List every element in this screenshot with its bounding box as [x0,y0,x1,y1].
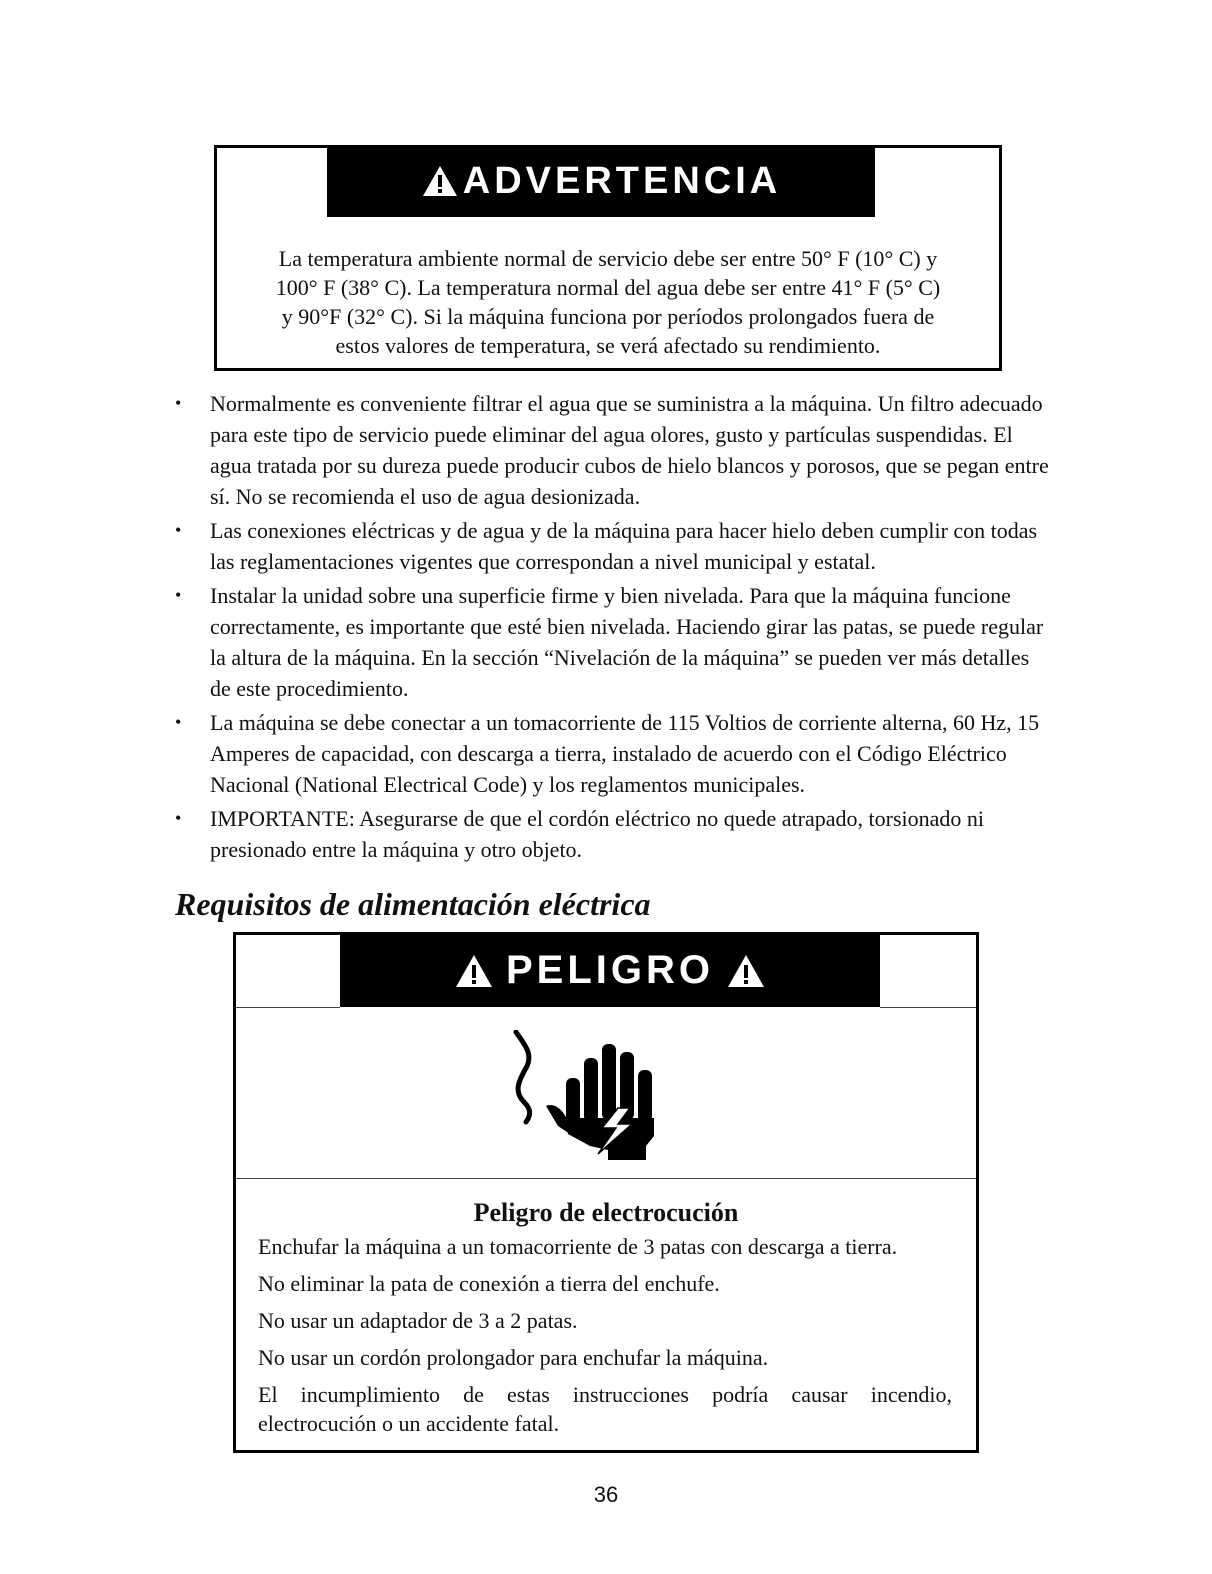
list-item: • Las conexiones eléctricas y de agua y de la máquina para hacer hielo deben cumplir con todas las reglamentaciones vigentes que correspondan a nivel municipal y estatal. [172,515,1052,577]
danger-title: Peligro de electrocución [473,1198,739,1227]
list-item: El incumplimiento de estas instrucciones podría causar incendio, electrocución o un accidente fatal. [258,1382,952,1436]
bullet-icon: • [175,808,182,828]
list-item: No eliminar la pata de conexión a tierra del enchufe. [258,1271,720,1296]
list-item: • La máquina se debe conectar a un tomacorriente de 115 Voltios de corriente alterna, 60 Hz, 15 Amperes de capacidad, con descarga a tierra, instalado de acuerdo con el Código Eléctrico Nacional (National Electrical Code) y los reglamentos municipales. [172,707,1052,800]
danger-header [340,934,880,1007]
section-title: Requisitos de alimentación eléctrica [175,886,651,922]
warning-triangle-icon [454,953,494,989]
list-item: • Instalar la unidad sobre una superficie firme y bien nivelada. Para que la máquina funcione correctamente, es importante que esté bien nivelada. Haciendo girar las patas, se puede regular la altura de la máquina. En la sección “Nivelación de la máquina” se pueden ver más detalles de este procedimiento. [172,580,1052,704]
page-number: 36 [593,1482,619,1507]
bullet-icon: • [175,393,182,413]
warning-text [230,244,986,360]
warning-triangle-icon [726,953,766,989]
danger-heading: PELIGRO [505,948,715,992]
warning-header [327,145,875,217]
bullet-icon: • [175,520,182,540]
list-item: • IMPORTANTE: Asegurarse de que el cordón eléctrico no quede atrapado, torsionado ni presionado entre la máquina y otro objeto. [172,803,1052,865]
list-item: No usar un cordón prolongador para enchufar la máquina. [258,1345,769,1370]
list-item: • Normalmente es conveniente filtrar el agua que se suministra a la máquina. Un filtro adecuado para este tipo de servicio puede eliminar del agua olores, gusto y partículas suspendidas. El agua tratada por su dureza puede producir cubos de hielo blancos y porosos, que se pegan entre sí. No se recomienda el uso de agua desionizada. [172,388,1052,512]
bullet-icon: • [175,712,182,732]
warning-line: y 90°F (32° C). Si la máquina funciona por períodos prolongados fuera de [281,304,935,329]
list-item: No usar un adaptador de 3 a 2 patas. [258,1308,578,1333]
warning-line: 100° F (38° C). La temperatura normal del agua debe ser entre 41° F (5° C) [275,275,941,300]
instruction-list [172,388,1052,868]
electric-shock-hand-icon [506,1030,696,1160]
divider [236,1178,976,1179]
divider [880,1007,976,1008]
warning-line: estos valores de temperatura, se verá afectado su rendimiento. [335,333,881,358]
warning-line: La temperatura ambiente normal de servicio debe ser entre 50° F (10° C) y [278,246,938,271]
warning-triangle-icon [421,164,459,198]
danger-instructions [258,1232,952,1446]
list-item: Enchufar la máquina a un tomacorriente de 3 patas con descarga a tierra. [258,1234,898,1259]
divider [236,1007,340,1008]
bullet-icon: • [175,585,182,605]
warning-heading: ADVERTENCIA [462,159,782,202]
